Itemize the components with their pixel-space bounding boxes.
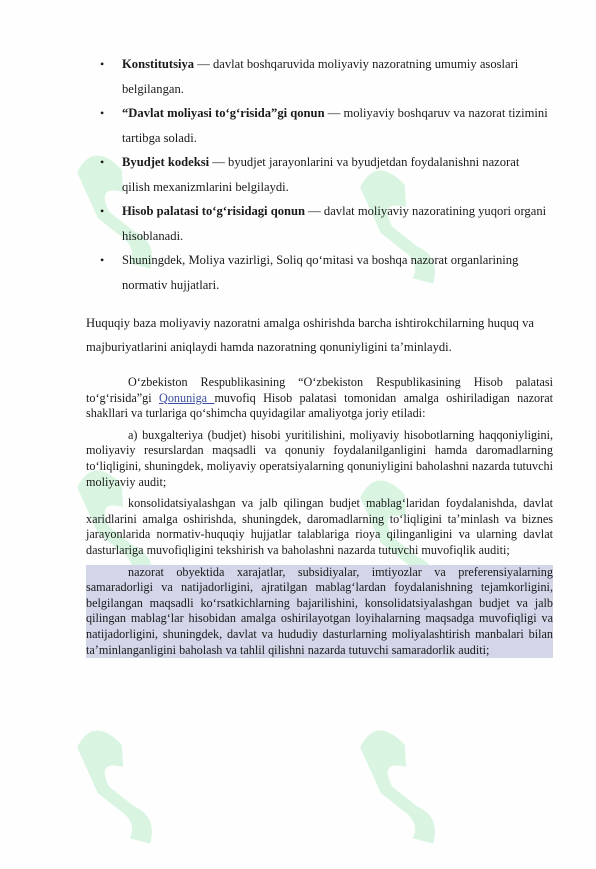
document-body — [86, 375, 553, 664]
list-item — [94, 101, 549, 150]
watermark-logo — [342, 705, 469, 865]
list-item-text: Shuningdek, Moliya vazirligi, Soliq qo‘mitasi va boshqa nazorat organlarining normativ hujjatlari. — [122, 253, 519, 292]
list-item-text: — davlat boshqaruvida moliyaviy nazoratning umumiy asoslari belgilangan. — [122, 57, 519, 96]
watermark-logo — [59, 705, 186, 865]
list-item-title: Konstitutsiya — [122, 57, 195, 71]
paragraph-compliance-audit: konsolidatsiyalashgan va jalb qilingan budjet mablag‘laridan foydalanishda, davlat xaridlarini amalga oshirishda, shuningdek, daromadlarning to‘liqligini ta’minlash va biznes jarayonlarida normativ-huquqiy hujjatlar talablariga rioya qilinganligini va ularning davlat dasturlariga muvofiqligini tekshirish va baholashni nazarda tutuvchi muvofiqlik auditi; — [86, 496, 553, 557]
list-item-title: Byudjet kodeksi — [122, 155, 210, 169]
list-item-text: — davlat moliyaviy nazoratining yuqori organi hisoblanadi. — [122, 204, 547, 243]
list-item — [94, 150, 549, 199]
list-item-text: — moliyaviy boshqaruv va nazorat tizimini tartibga soladi. — [122, 106, 548, 145]
paragraph-performance-audit: nazorat obyektida xarajatlar, subsidiyalar, imtiyozlar va preferensiyalarning samaradorligi va natijadorligini, ajratilgan mablag‘lardan foydalanishning tejamkorligini, belgilangan maqsadli ko‘rsatkichlarning bajarilishini, konsolidatsiyalashgan budjet va jalb qilingan mablag‘lar hisobidan amalga oshirilayotgan loyihalarning maqsadga muvofiqligi va natijadorligini, shuningdek, davlat va hududiy dasturlarning moliyalashtirish manbalari bilan ta’minlanganligini baholash va tahlil qilishni nazarda tutuvchi samaradorlik auditi; — [86, 564, 553, 657]
intro-paragraph: Huquqiy baza moliyaviy nazoratni amalga oshirishda barcha ishtirokchilarning huquq va majburiyatlarini aniqlaydi hamda nazoratning qonuniyligini ta’minlaydi. — [86, 316, 535, 354]
list-item — [94, 199, 549, 248]
list-item-title: Hisob palatasi to‘g‘risidagi qonun — [122, 204, 306, 218]
list-item — [94, 52, 549, 101]
paragraph-text: muvofiq Hisob palatasi tomonidan amalga oshiriladigan nazorat shakllari va turlariga qo‘shimcha quyidagilar amaliyotga joriy etiladi: — [86, 390, 553, 421]
paragraph-law-reference — [86, 375, 553, 422]
list-item-text: — byudjet jarayonlarini va byudjetdan foydalanishni nazorat qilish mexanizmlarini belgilaydi. — [122, 155, 520, 194]
legal-basis-list — [94, 52, 549, 297]
list-item-title: “Davlat moliyasi to‘g‘risida”gi qonun — [122, 106, 325, 120]
list-item — [94, 248, 549, 297]
paragraph-text: O‘zbekiston Respublikasining “O‘zbekiston Respublikasining Hisob palatasi to‘g‘risida”gi — [86, 375, 553, 405]
paragraph-financial-audit: a) buxgalteriya (budjet) hisobi yuritilishini, moliyaviy hisobotlarning haqqoniyligini, moliyaviy resurslardan maqsadli va qonuniy foydalanilganligini hamda daromadlarning to‘liqligini, shuningdek, moliyaviy operatsiyalarning qonuniyligini baholashni nazarda tutuvchi moliyaviy audit; — [86, 427, 553, 489]
law-link[interactable]: Qonuniga — [159, 390, 215, 405]
